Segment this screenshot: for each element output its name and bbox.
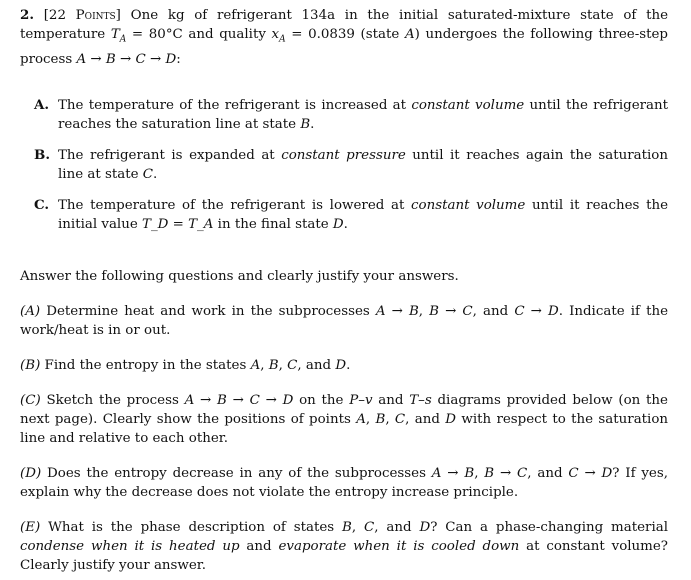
step-a-label: A. bbox=[34, 97, 50, 113]
step-c-text: The temperature of the refrigerant is lowered at constant volume until it reaches the initial value T_D = T_A in the final state D. bbox=[58, 198, 669, 232]
question-a-label: (A) bbox=[20, 304, 41, 319]
step-c-label: C. bbox=[34, 197, 50, 213]
question-c: (C) Sketch the process A → B → C → D on the P–v and T–s diagrams provided below (on the next page). Clearly show the positions of points A, B, C, and D with respect to the saturation line and relative to each other. bbox=[20, 393, 669, 446]
instructions: Answer the following questions and clearly justify your answers. bbox=[20, 269, 459, 284]
question-b: (B) Find the entropy in the states A, B, C, and D. bbox=[20, 358, 351, 373]
question-d: (D) Does the entropy decrease in any of the subprocesses A → B, B → C, and C → D? If yes, explain why the decrease does not violate the entropy increase principle. bbox=[20, 466, 668, 500]
step-a-text: The temperature of the refrigerant is increased at constant volume until the refrigerant reaches the saturation line at state B. bbox=[58, 98, 669, 132]
temperature-a-symbol: $T_A$ bbox=[110, 27, 127, 45]
question-a: (A) Determine heat and work in the subprocesses A → B, B → C, and C → D. Indicate if the work/heat is in or out. bbox=[20, 304, 668, 338]
process-line-2: C → D bbox=[135, 51, 177, 67]
process-line-1: A → B → bbox=[76, 51, 132, 67]
td-equals-ta: T_D = T_A bbox=[142, 217, 214, 232]
step-b-label: B. bbox=[34, 147, 50, 163]
step-a bbox=[34, 96, 668, 134]
question-e: (E) What is the phase description of states B, C, and D? Can a phase-changing material condense when it is heated up and evaporate when it is cooled down at constant volume? Clearly justify your answer. bbox=[20, 520, 668, 573]
step-c bbox=[34, 196, 668, 234]
state-a: A bbox=[404, 27, 415, 42]
problem-points: [22 Points] bbox=[43, 8, 121, 23]
step-b-text: The refrigerant is expanded at constant pressure until it reaches again the saturation line at state C. bbox=[58, 148, 668, 182]
statement-colon: : bbox=[176, 51, 181, 67]
quality-a-symbol: $x_A$ bbox=[271, 27, 286, 45]
problem-number: 2. bbox=[20, 7, 34, 23]
question-c-label: (C) bbox=[20, 393, 41, 408]
question-e-label: (E) bbox=[20, 520, 41, 535]
quality-a-value: = 0.0839 (state bbox=[285, 27, 405, 42]
step-b bbox=[34, 146, 668, 184]
question-d-label: (D) bbox=[20, 466, 42, 481]
intro-text-b: ) undergoes the following three-step process bbox=[20, 27, 669, 67]
problem-statement bbox=[20, 6, 668, 69]
temperature-a-value: = 80°C and quality bbox=[126, 27, 272, 42]
question-b-label: (B) bbox=[20, 358, 41, 373]
intro-text-a: One kg of refrigerant 134a in the initial saturated-mixture state of the temperature bbox=[20, 8, 668, 42]
